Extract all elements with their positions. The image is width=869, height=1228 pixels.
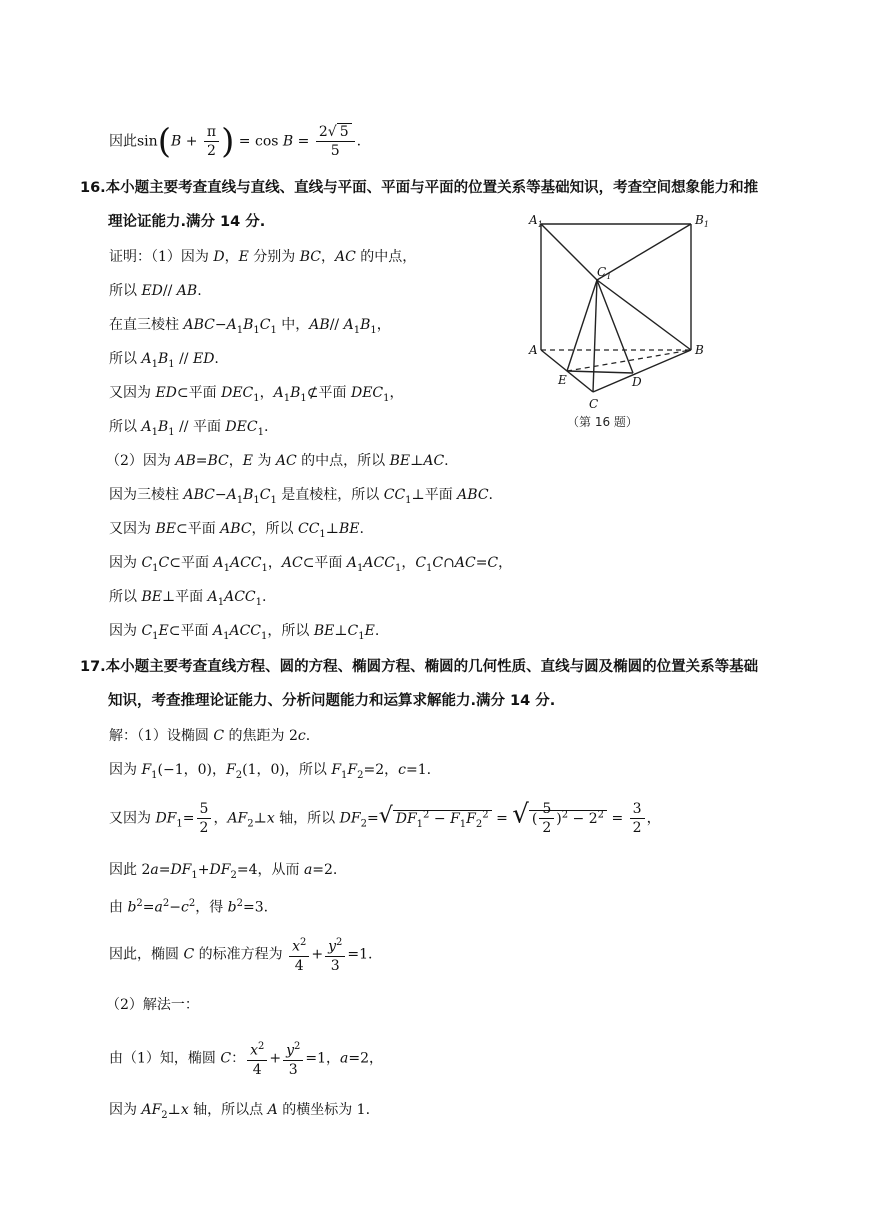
proof-line-3: 在直三棱柱 $ABC-A_1B_1C_1$ 中，AB// $A_1B_1$， [109,317,391,336]
proof-line-7: （2）因为 AB=BC，E 为 AC 的中点，所以 BE⊥AC. [106,453,449,469]
label-C: C [589,397,599,411]
proof-line-9: 又因为 BE⊂平面 ABC，所以 $CC_1\perp BE$. [109,521,364,540]
equation-sin-cos: 因此sin(B + $\frac{\pi}{2}$ ) = cos B = $\frac{2√ 5}{5}$ . [109,121,362,162]
label-A: A [529,343,538,357]
proof-line-10: 因为 $C_1C\subset$平面 $A_1ACC_1$，AC⊂平面 $A_1ACC_1$，$C_1C\cap AC=C$， [109,555,513,574]
solution-line-2: 因为 $F_1(-1$，0)，$F_2(1$，0)，所以 $F_1F_2=2$，c=1. [109,762,432,781]
solution-line-5: 由 $b^2=a^2-c^2$，得 $b^2=3$. [109,898,269,916]
label-D: D [632,375,642,389]
solution-line-9: 因为 $AF_2\perp x$ 轴，所以点 A 的横坐标为 1. [109,1102,371,1121]
proof-line-5: 又因为 ED⊂平面 $DEC_1$，$A_1B_1⊄$平面 $DEC_1$， [109,385,404,404]
proof-line-2: 所以 ED// AB. [109,283,202,299]
solution-line-1: 解：（1）设椭圆 C 的焦距为 2c. [109,728,311,744]
label-C1: $C_1$ [597,265,612,281]
solution-line-4: 因此 $2a=DF_1+DF_2=4$，从而 a=2. [109,862,338,881]
proof-line-4: 所以 $A_1B_1$ // ED. [109,351,219,370]
proof-line-8: 因为三棱柱 $ABC-A_1B_1C_1$ 是直棱柱，所以 $CC_1\perp$平面 ABC. [109,487,493,506]
prism-figure [523,210,709,440]
question-17-heading: 17.本小题主要考查直线方程、圆的方程、椭圆方程、椭圆的几何性质、直线与圆及椭圆的位置关系等基础 [80,659,759,675]
question-16-heading: 16.本小题主要考查直线与直线、直线与平面、平面与平面的位置关系等基础知识，考查空间想象能力和推 [80,180,759,196]
proof-line-12: 因为 $C_1E\subset$平面 $A_1ACC_1$，所以 $BE\perp C_1E$. [109,623,380,642]
proof-line-6: 所以 $A_1B_1$ // 平面 $DEC_1$. [109,419,269,438]
proof-line-11: 所以 BE⊥平面 $A_1ACC_1$. [109,589,267,608]
figure-caption: （第 16 题） [567,415,638,429]
solution-line-6: 因此，椭圆 C 的标准方程为 $\frac{x^2}{4}$ + $\frac{y^2}{3}$ =1. [109,934,372,982]
proof-line-1: 证明：（1）因为 D，E 分别为 BC，AC 的中点， [109,249,417,265]
solution-line-7: （2）解法一： [106,997,199,1013]
question-16-heading-cont: 理论证能力.满分 14 分. [108,214,266,230]
label-B1: $B_1$ [695,213,709,229]
label-E: E [558,373,567,387]
solution-line-3: 又因为 $DF_1=$ $\frac{5}{2}$ ，$AF_2\perp x$ 轴，所以 $DF_2=√$ $DF_1^2 - F_1F_2^2$ = √ ( $\frac{5}{2}$ )$^2 - 2^2$ = $\frac{3}{2}$ ， [109,799,661,836]
label-B: B [695,343,704,357]
question-17-heading-cont: 知识，考查推理论证能力、分析问题能力和运算求解能力.满分 14 分. [108,693,556,709]
solution-line-8: 由（1）知，椭圆 C： $\frac{x^2}{4}$ + $\frac{y^2}{3}$ =1，a=2， [109,1038,383,1086]
label-A1: $A_1$ [529,213,543,229]
